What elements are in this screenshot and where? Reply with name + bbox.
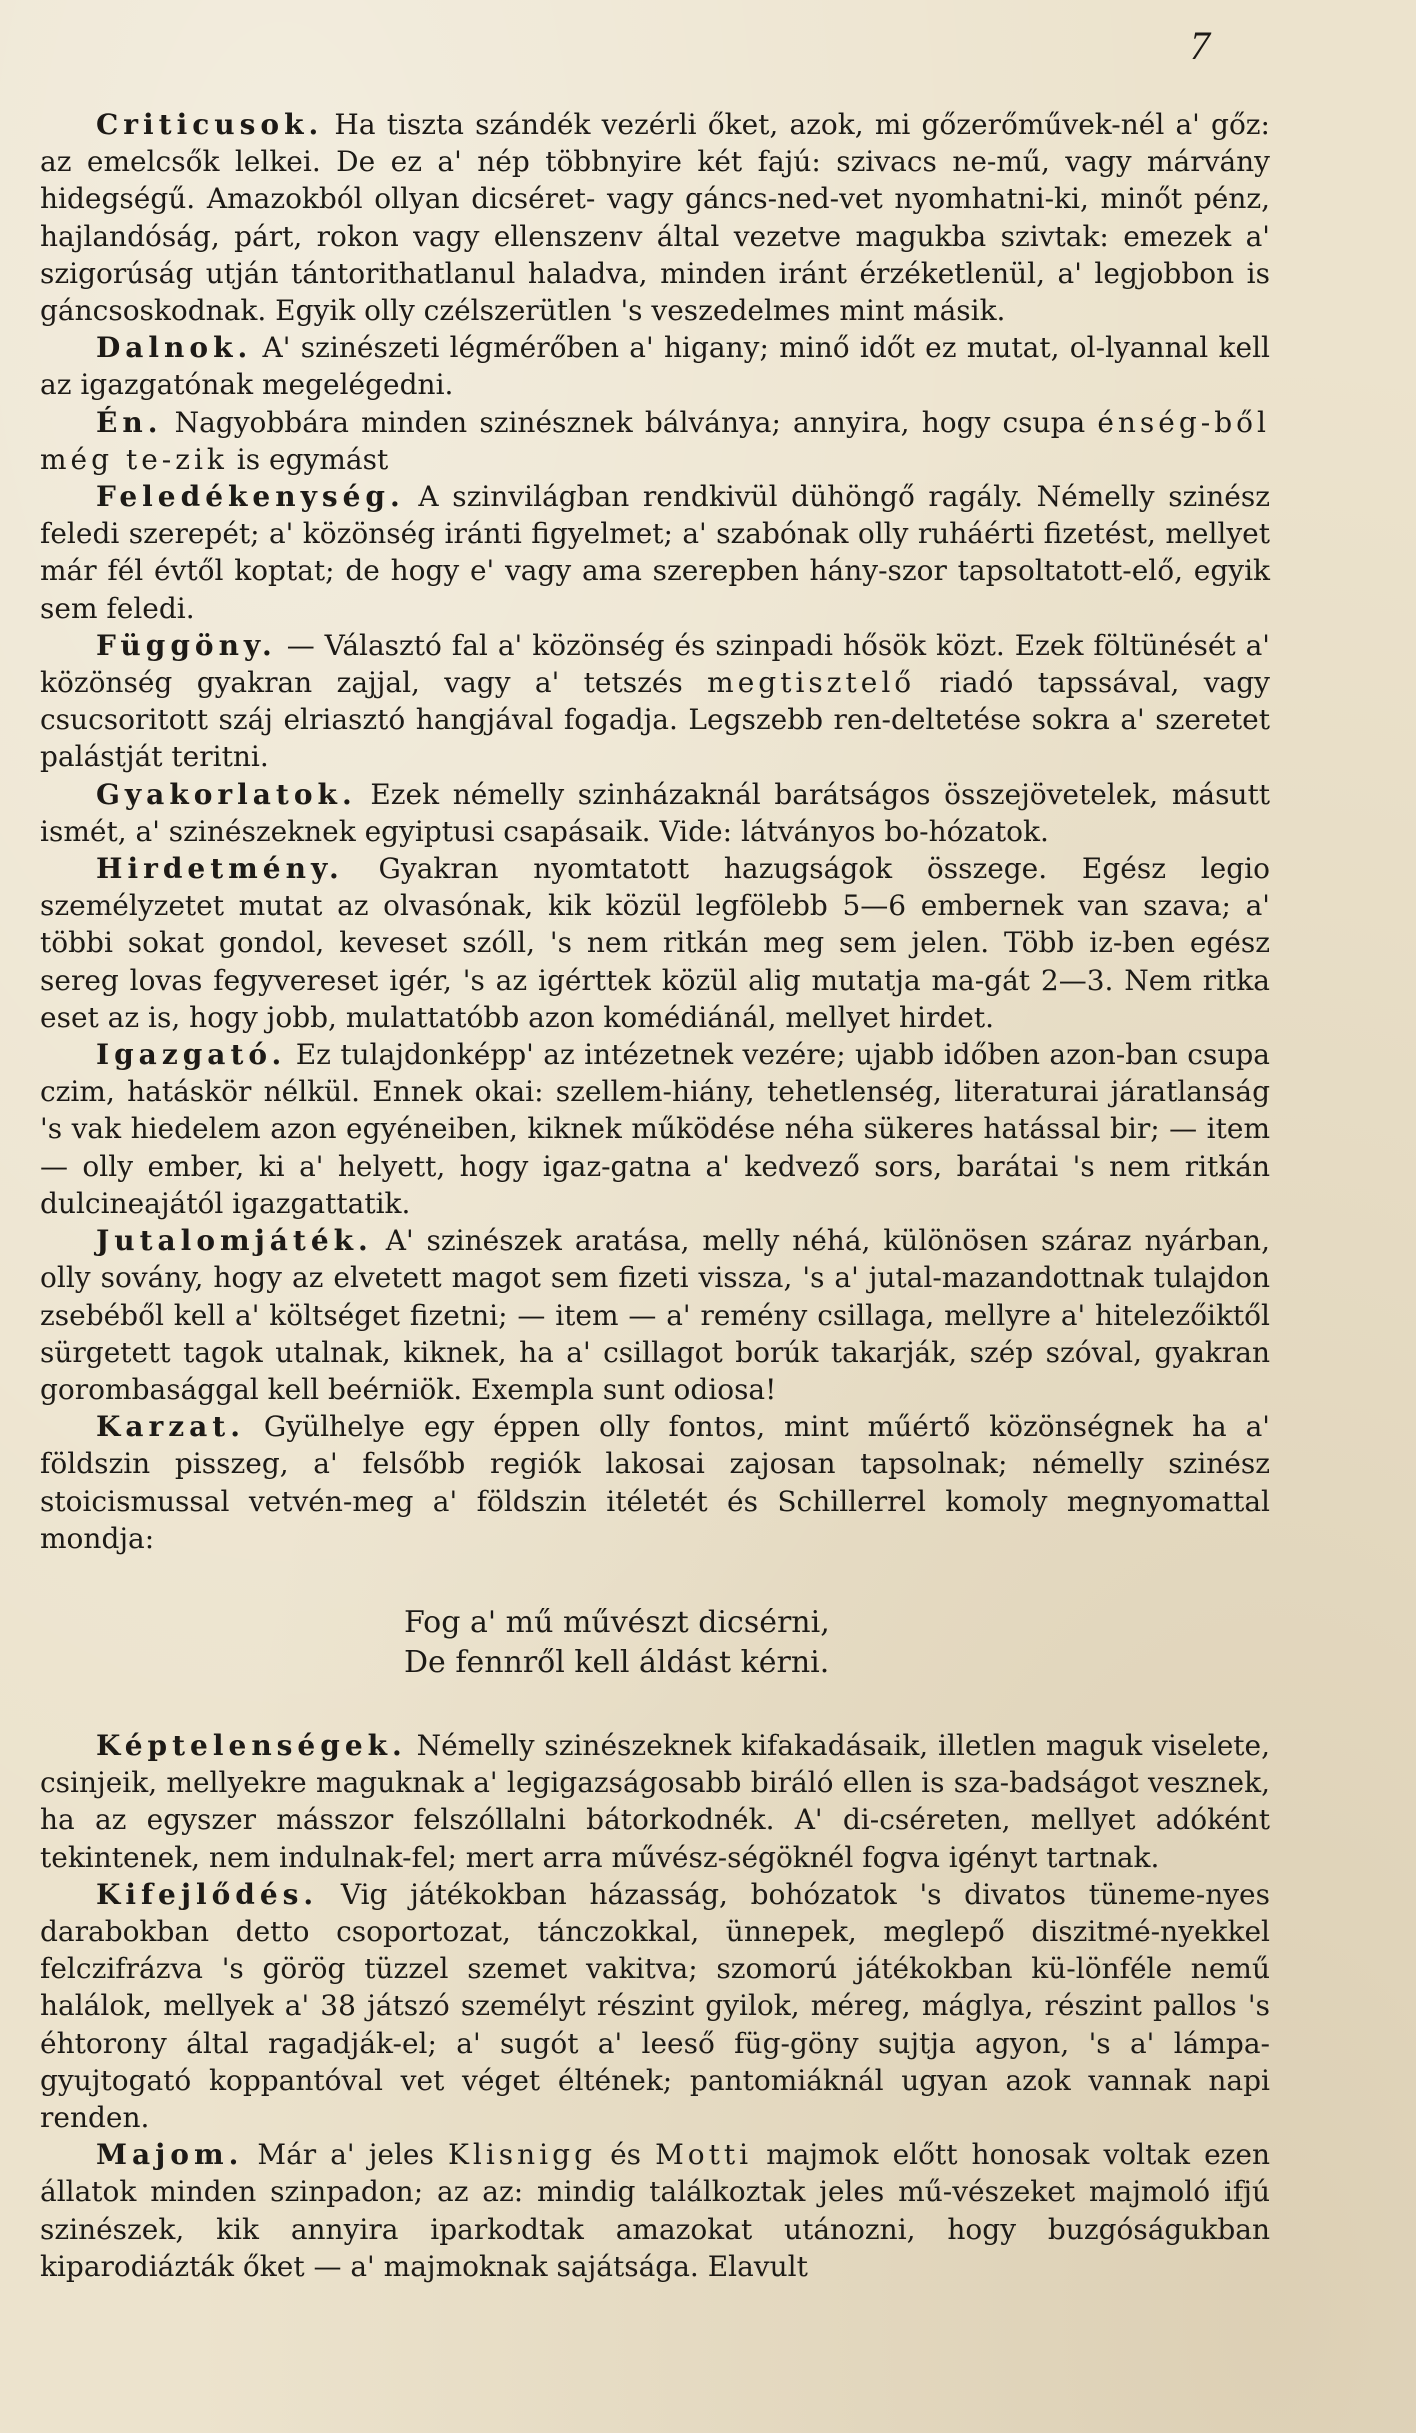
entry-text: és (596, 2138, 656, 2172)
entry-text: is egymást (227, 442, 389, 476)
spaced-word: Klisnigg (447, 2138, 596, 2172)
entry-text: Ezek némelly szinházaknál barátságos összejövetelek, másutt ismét, a' szinészeknek egyiptusi csapásaik. Vide: látványos bo-hózatok. (40, 777, 1270, 848)
entry-text: Már a' jeles (243, 2138, 448, 2172)
entry-term: Én. (96, 405, 163, 439)
page-number: 7 (1190, 23, 1210, 68)
entry-gyakorlatok (40, 776, 1270, 850)
entry-text: Ha tiszta szándék vezérli őket, azok, mi gőzerőművek-nél a' gőz: az emelcsők lelkei. De ez a' nép többnyire két fajú: szivacs ne-mű, vagy márvány hidegségű. Amazokból ollyan dicséret- vagy gáncs-ned-vet nyomhatni-ki, minőt pénz, hajlandóság, párt, rokon vagy ellenszenv által vezetve magukba szivtak: emezek a' szigorúság utján tántorithatlanul haladva, minden iránt érzéketlenül, a' legjobbon is gáncsoskodnak. Egyik olly czélszerütlen 's veszedelmes mint másik. (40, 108, 1270, 328)
spaced-word: megtisztelő (707, 666, 916, 700)
page-body (40, 106, 1270, 2285)
entry-text: majmok előtt honosak voltak ezen állatok minden szinpadon; az az: mindig találkoztak jeles mű-vészeket majmoló ifjú szinészek, kik annyira iparkodtak amazokat utánozni, hogy buzgóságukban kiparodiázták őket — a' majmoknak sajátsága. Elavult (40, 2138, 1270, 2283)
entry-term: Karzat. (96, 1410, 245, 1444)
entry-en (40, 404, 1270, 478)
entry-term: Hirdetmény. (96, 852, 344, 886)
entry-dalnok (40, 329, 1270, 403)
entry-text: A' szinészek aratása, melly néhá, különösen száraz nyárban, olly sovány, hogy az elvetett magot sem fizeti vissza, 's a' jutal-mazandottnak tulajdon zsebéből kell a' költséget fizetni; — item — a' remény csillaga, mellyre a' hitelezőiktől sürgetett tagok utalnak, kiknek, ha a' csillagot borúk takarják, szép szóval, gyakran gorombasággal kell beérniök. Exempla sunt odiosa! (40, 1224, 1270, 1406)
entry-text: Ez tulajdonképp' az intézetnek vezére; ujabb időben azon-ban csupa czim, hatáskör nélkül. Ennek okai: szellem-hiány, tehetlenség, literaturai járatlanság 's vak hiedelem azon egyéneiben, kiknek működése néha sükeres hatással bir; — item — olly ember, ki a' helyett, hogy igaz-gatna a' kedvező sors, barátai 's nem ritkán dulcineajától igazgattatik. (40, 1038, 1270, 1220)
entry-criticusok (40, 106, 1270, 329)
entry-kifejlodes (40, 1876, 1270, 2136)
entry-fuggony (40, 627, 1270, 776)
entry-text: — Választó fal a' közönség és szinpadi hősök közt. Ezek föltünését a' közönség gyakran zajjal, vagy a' tetszés (40, 628, 1270, 700)
entry-term: Képtelenségek. (96, 1728, 407, 1762)
entry-text: A szinvilágban rendkivül dühöngő ragály. Némelly szinész feledi szerepét; a' közönség iránti figyelmet; a' szabónak olly ruháérti fizetést, mellyet már fél évtől koptat; de hogy e' vagy ama szerepben hány-szor tapsoltatott-elő, egyik sem feledi. (40, 480, 1270, 625)
entry-term: Criticusok. (96, 108, 324, 141)
entry-term: Majom. (96, 2138, 244, 2172)
entry-text: Némelly szinészeknek kifakadásaik, illetlen maguk viselete, csinjeik, mellyekre maguknak a' legigazságosabb biráló ellen is sza-badságot vesznek, ha az egyszer másszor felszóllalni bátorkodnék. A' di-cséreten, mellyet adóként tekintenek, nem indulnak-fel; mert arra művész-ségöknél fogva igényt tartnak. (40, 1728, 1270, 1874)
entry-keptelensegek (40, 1727, 1270, 1876)
entry-feledekenyseg (40, 478, 1270, 627)
entry-term: Kifejlődés. (96, 1877, 319, 1911)
spaced-word: énség-ből még te-zik (40, 405, 1270, 476)
entry-text: Gyülhelye egy éppen olly fontos, mint műértő közönségnek ha a' földszin pisszeg, a' felsőbb regiók lakosai zajosan tapsolnak; némelly szinész stoicismussal vetvén-meg a' földszin itéletét és Schillerrel komoly megnyomattal mondja: (40, 1410, 1270, 1555)
entry-term: Függöny. (96, 628, 277, 662)
spaced-word: Motti (655, 2138, 753, 2172)
entry-text: A' szinészeti légmérőben a' higany; minő időt ez mutat, ol-lyannal kell az igazgatónak megelégedni. (40, 331, 1270, 402)
entry-text: Nagyobbára minden szinésznek bálványa; annyira, hogy csupa (162, 405, 1098, 439)
verse-quote (40, 1603, 1270, 1683)
entry-term: Feledékenység. (96, 480, 405, 514)
entry-hirdetmeny (40, 850, 1270, 1036)
entry-igazgato (40, 1036, 1270, 1222)
entry-majom (40, 2136, 1270, 2285)
entry-text: Vig játékokban házasság, bohózatok 's divatos tüneme-nyes darabokban detto csoportozat, tánczokkal, ünnepek, meglepő diszitmé-nyekkel felczifrázva 's görög tüzzel szemet vakitva; szomorú játékokban kü-lönféle nemű halálok, mellyek a' 38 játszó személyt részint gyilok, méreg, máglya, részint pallos 's éhtorony által ragadják-el; a' sugót a' leeső füg-göny sujtja agyon, 's a' lámpa-gyujtogató koppantóval vet véget éltének; pantomiáknál ugyan azok vannak napi renden. (40, 1877, 1270, 2134)
entry-jutalomjatek (40, 1222, 1270, 1408)
entry-text: riadó tapssával, vagy csucsoritott száj elriasztó hangjával fogadja. Legszebb ren-deltetése sokra a' szeretet palástját teritni. (40, 666, 1270, 774)
entry-term: Jutalomjáték. (96, 1224, 373, 1258)
entry-karzat (40, 1408, 1270, 1557)
entry-term: Igazgató. (96, 1038, 287, 1072)
entry-text: Gyakran nyomtatott hazugságok összege. Egész legio személyzetet mutat az olvasónak, kik közül legfölebb 5—6 embernek van szava; a' többi sokat gondol, keveset szóll, 's nem ritkán meg sem jelen. Több iz-ben egész sereg lovas fegyvereset igér, 's az igérttek közül alig mutatja ma-gát 2—3. Nem ritka eset az is, hogy jobb, mulattatóbb azon komédiánál, mellyet hirdet. (40, 852, 1270, 1034)
verse-line: De fennről kell áldást kérni. (404, 1644, 830, 1680)
verse-line: Fog a' mű művészt dicsérni, (404, 1604, 830, 1640)
entry-term: Dalnok. (96, 331, 253, 365)
entry-term: Gyakorlatok. (96, 777, 357, 811)
